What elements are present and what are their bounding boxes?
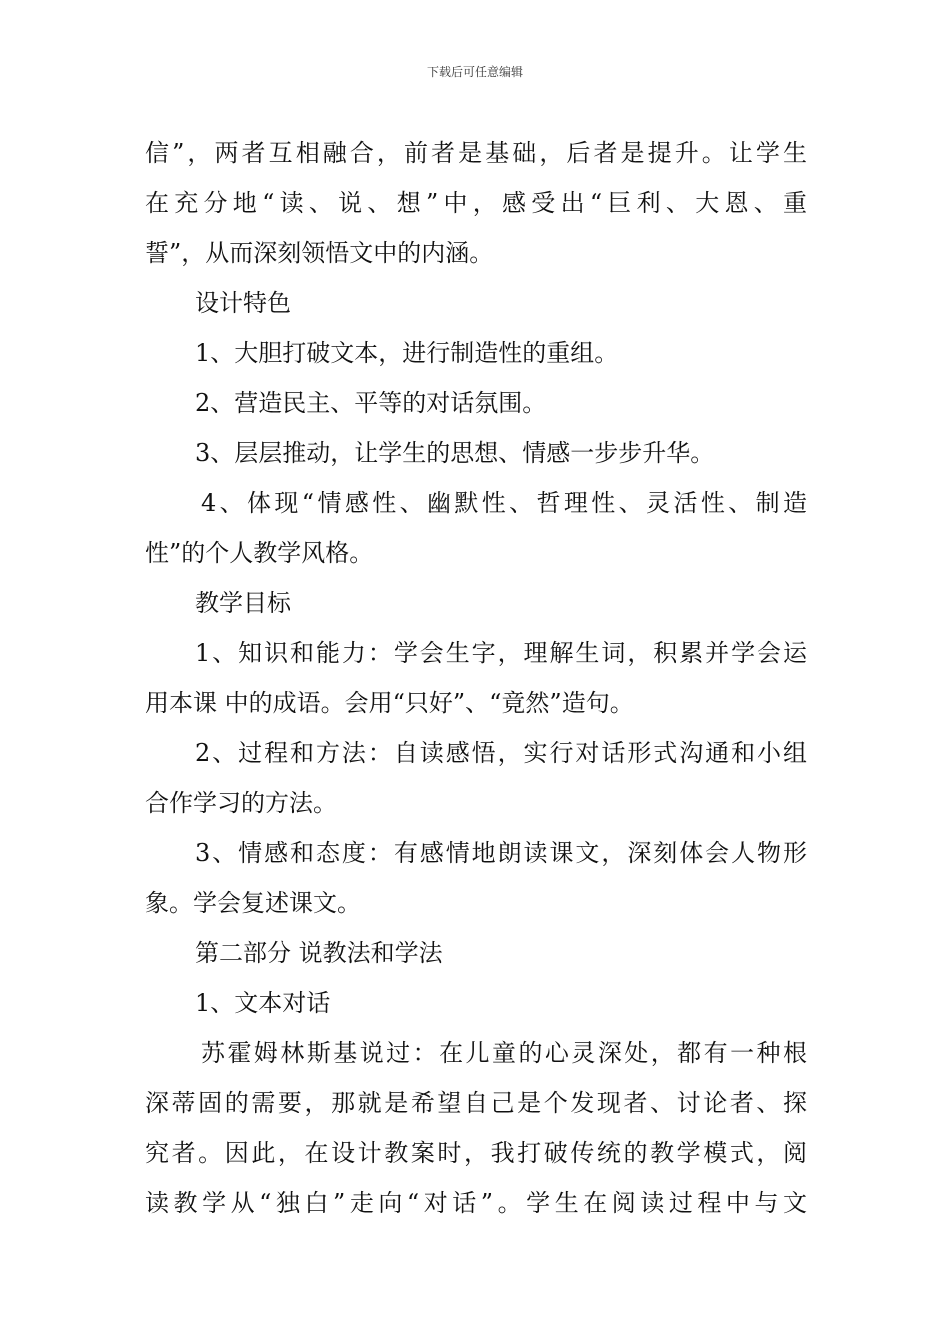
section-heading: 设计特色: [195, 289, 291, 317]
list-item: 1、知识和能力：学会生字，理解生词，积累并学会运: [195, 639, 807, 667]
text-line: 性”的个人教学风格。: [145, 539, 374, 567]
paragraph-line: 深蒂固的需要，那就是希望自己是个发现者、讨论者、探: [145, 1089, 807, 1117]
list-item: 2、营造民主、平等的对话氛围。: [195, 389, 547, 417]
list-item: 3、情感和态度：有感情地朗读课文，深刻体会人物形: [195, 839, 807, 867]
text-line: 信”，两者互相融合，前者是基础，后者是提升。让学生: [145, 139, 807, 167]
text-line: 用本课 中的成语。会用“只好”、“竟然”造句。: [145, 689, 634, 717]
paragraph-line: 苏霍姆林斯基说过：在儿童的心灵深处，都有一种根: [201, 1039, 807, 1067]
list-item: 4、体现“情感性、幽默性、哲理性、灵活性、制造: [201, 489, 807, 517]
paragraph-line: 究者。因此，在设计教案时，我打破传统的教学模式，阅: [145, 1139, 807, 1167]
list-item: 1、文本对话: [195, 989, 331, 1017]
text-line: 在充分地“读、说、想”中，感受出“巨利、大恩、重: [145, 189, 807, 217]
section-heading: 教学目标: [195, 589, 291, 617]
page-header: 下载后可任意编辑: [426, 65, 523, 79]
paragraph-line: 读教学从“独白”走向“对话”。学生在阅读过程中与文: [145, 1189, 807, 1217]
list-item: 2、过程和方法：自读感悟，实行对话形式沟通和小组: [195, 739, 807, 767]
list-item: 1、大胆打破文本，进行制造性的重组。: [195, 339, 619, 367]
list-item: 3、层层推动，让学生的思想、情感一步步升华。: [195, 439, 715, 467]
document-body: [145, 128, 807, 1228]
text-line: 合作学习的方法。: [145, 789, 337, 817]
section-heading: 第二部分 说教法和学法: [195, 939, 443, 967]
text-line: 誓”，从而深刻领悟文中的内涵。: [145, 239, 494, 267]
text-line: 象。学会复述课文。: [145, 889, 361, 917]
